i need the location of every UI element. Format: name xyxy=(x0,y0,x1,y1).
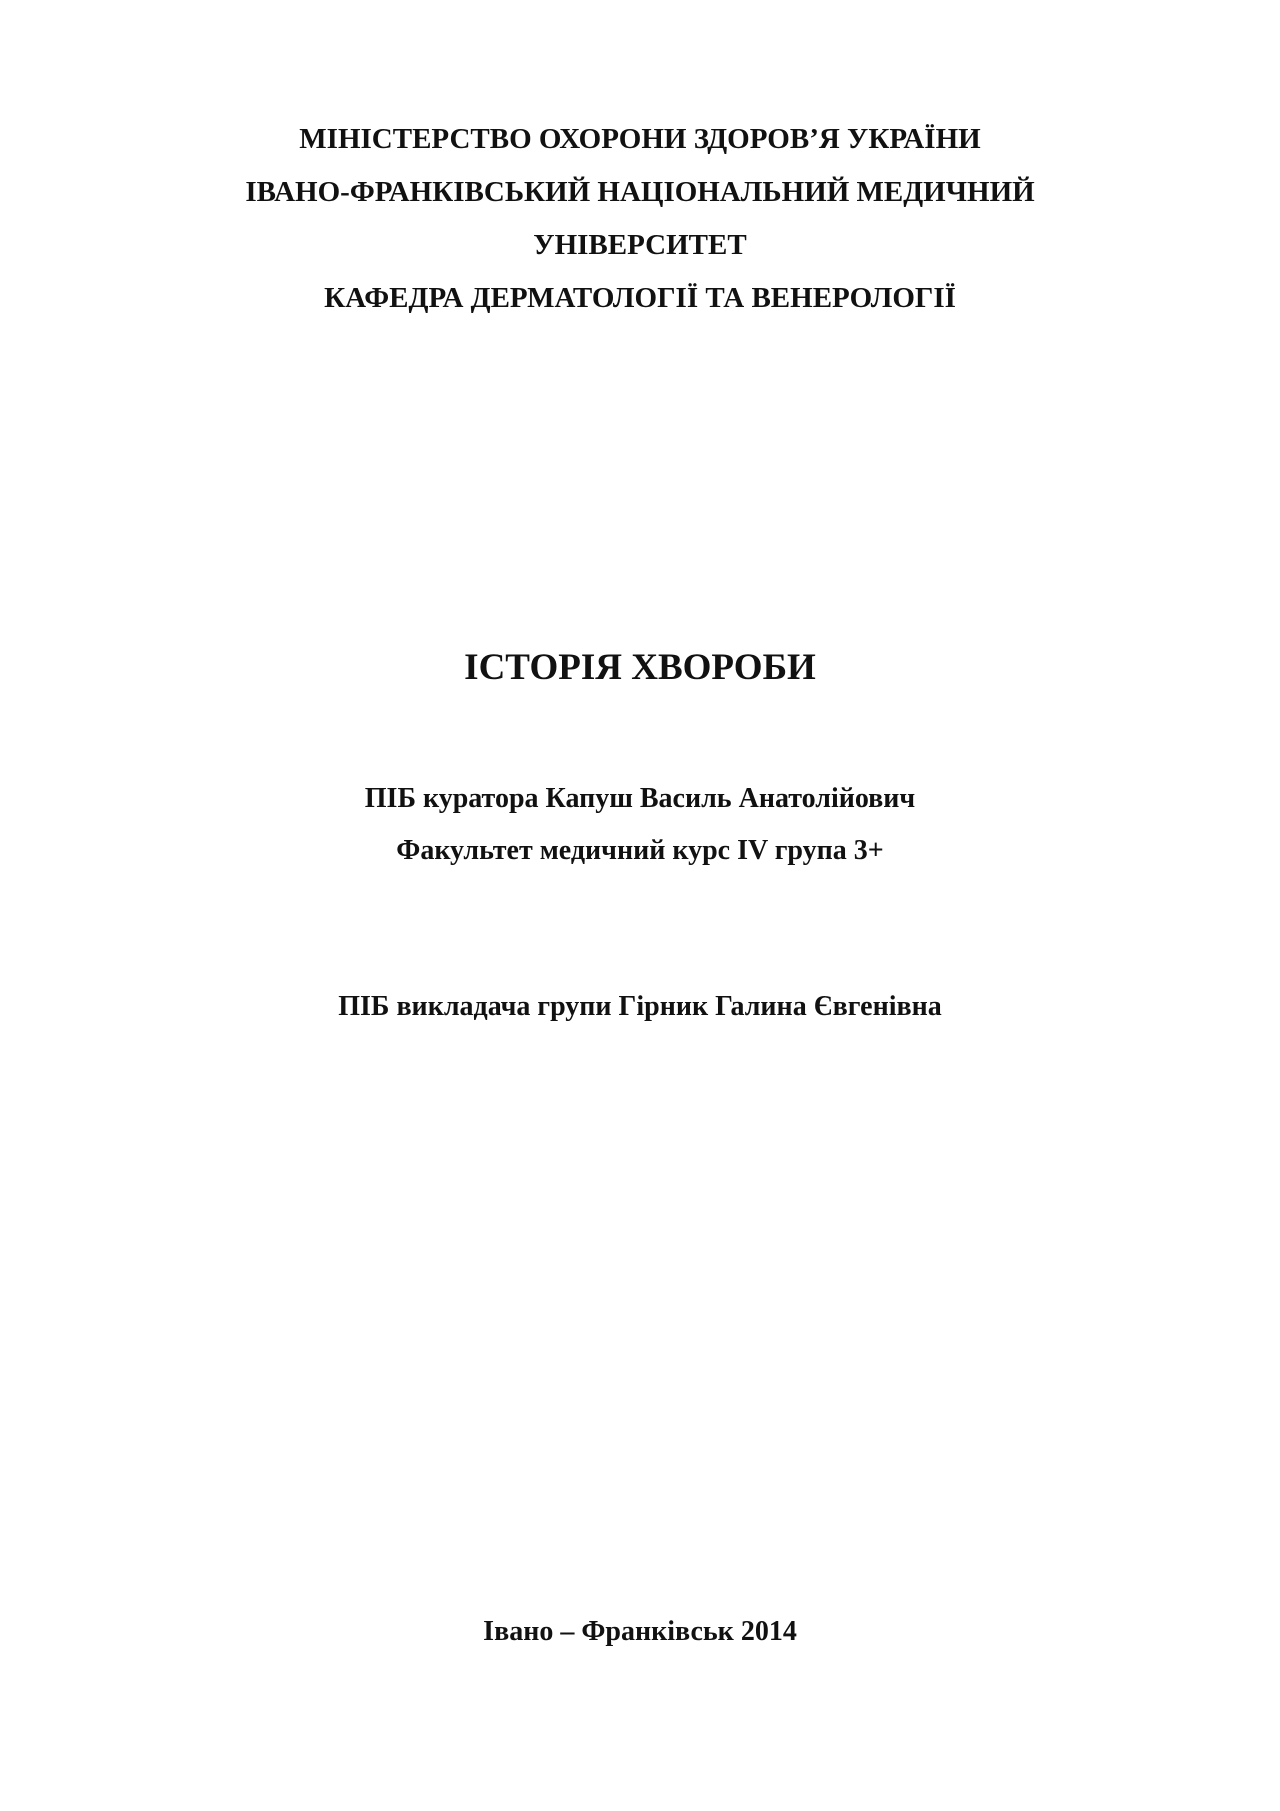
teacher-name: ПІБ викладача групи Гірник Галина Євгенівна xyxy=(338,991,942,1022)
ministry-heading: МІНІСТЕРСТВО ОХОРОНИ ЗДОРОВ’Я УКРАЇНИ xyxy=(299,123,981,155)
university-heading-line1: ІВАНО-ФРАНКІВСЬКИЙ НАЦІОНАЛЬНИЙ МЕДИЧНИЙ xyxy=(245,176,1035,208)
curator-name: ПІБ куратора Капуш Василь Анатолійович xyxy=(364,783,916,814)
department-heading: КАФЕДРА ДЕРМАТОЛОГІЇ ТА ВЕНЕРОЛОГІЇ xyxy=(324,282,956,314)
document-title: ІСТОРІЯ ХВОРОБИ xyxy=(464,647,816,688)
city-year: Івано – Франківськ 2014 xyxy=(483,1616,797,1647)
faculty-info: Факультет медичний курс IV група 3+ xyxy=(396,835,884,866)
university-heading-line2: УНІВЕРСИТЕТ xyxy=(533,229,747,261)
